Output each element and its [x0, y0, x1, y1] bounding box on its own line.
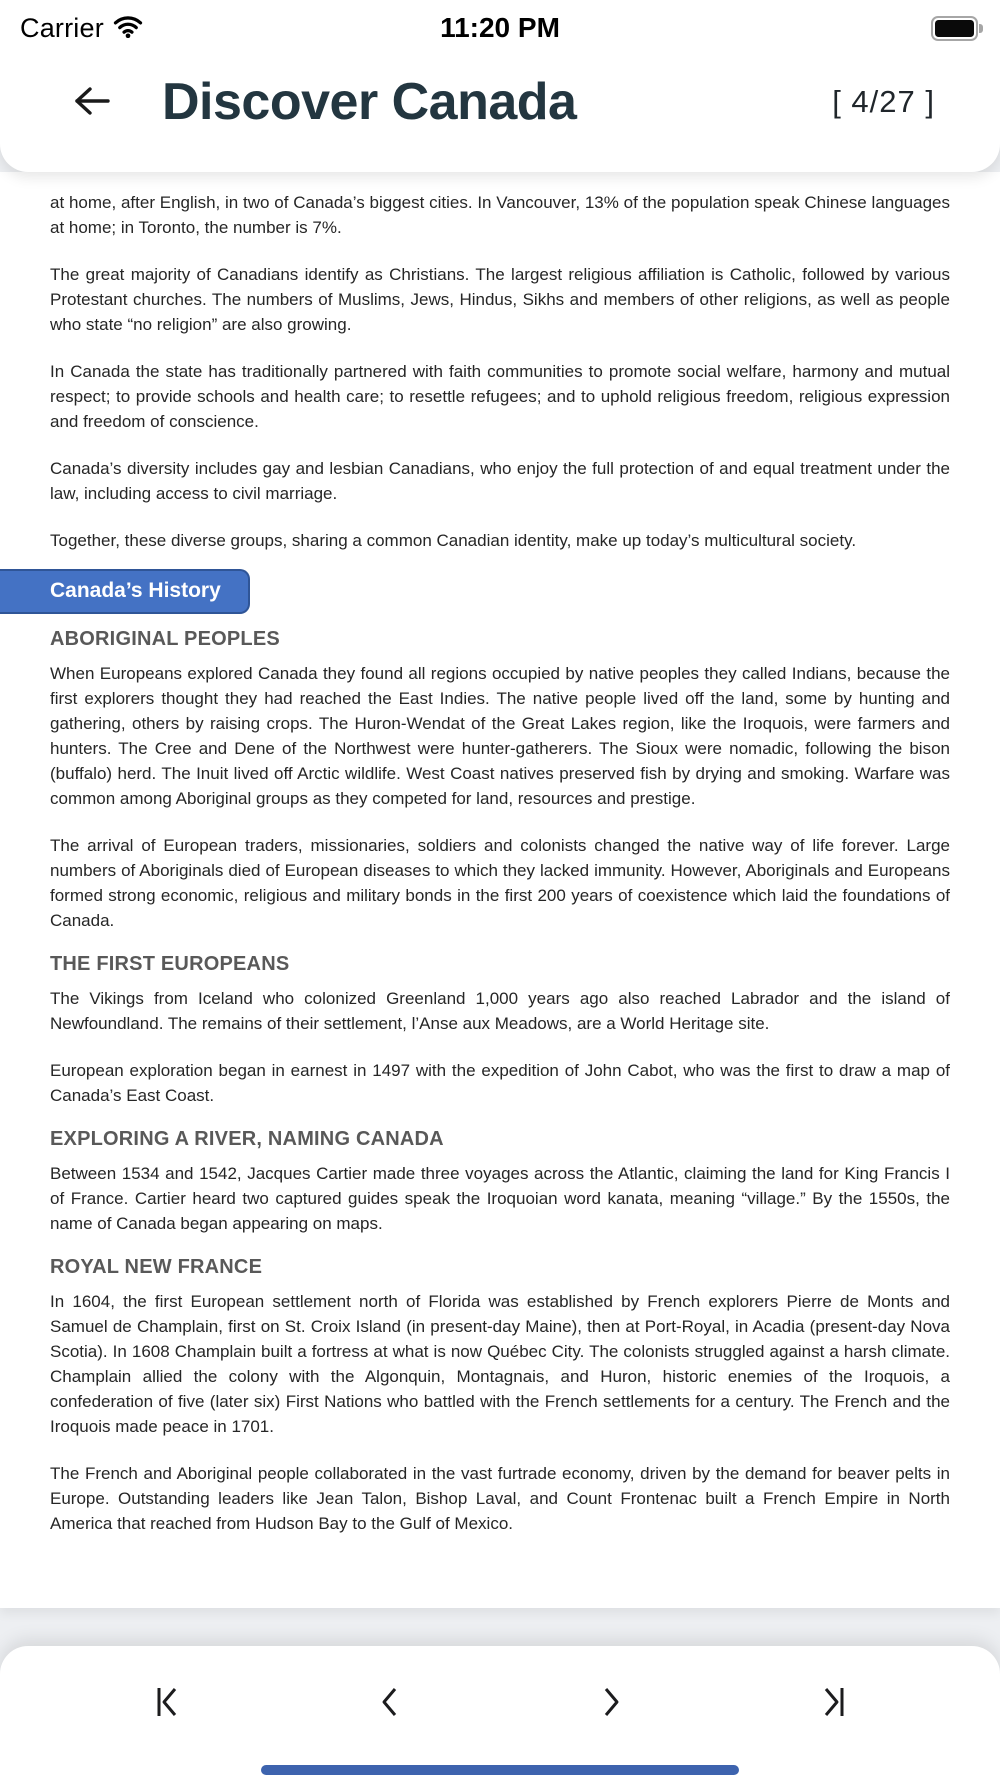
paragraph: The arrival of European traders, missionaries, soldiers and colonists changed the native way of life forever. Large numbers of Aboriginals died of European diseases to which they lacked immunity. However, Aboriginals and Europeans formed strong economic, religious and military bonds in the first 200 years of coexistence which laid the foundations of Canada.	[50, 836, 950, 930]
battery-icon	[931, 16, 978, 41]
status-time: 11:20 PM	[440, 12, 560, 43]
carrier-label: Carrier	[20, 12, 104, 43]
pagination-bar	[0, 1646, 1000, 1778]
first-page-button[interactable]	[143, 1676, 195, 1731]
back-button[interactable]	[66, 79, 118, 126]
page-title: Discover Canada	[162, 73, 577, 131]
section-heading: EXPLORING A RIVER, NAMING CANADA	[50, 1128, 444, 1150]
document-content	[0, 172, 1000, 1608]
paragraph: In Canada the state has traditionally partnered with faith communities to promote social welfare, harmony and mutual respect; to provide schools and health care; to resettle refugees; and to uphold religious freedom, religious expression and freedom of conscience.	[50, 362, 950, 431]
section-heading: THE FIRST EUROPEANS	[50, 953, 290, 975]
paragraph: The great majority of Canadians identify as Christians. The largest religious affiliation is Catholic, followed by various Protestant churches. The numbers of Muslims, Jews, Hindus, Sikhs and members of other religions, as well as people who state “no religion” are also growing.	[50, 265, 950, 334]
paragraph: The French and Aboriginal people collaborated in the vast furtrade economy, driven by the demand for beaver pelts in Europe. Outstanding leaders like Jean Talon, Bishop Laval, and Count Frontenac built a French Empire in North America that reached from Hudson Bay to the Gulf of Mexico.	[50, 1464, 950, 1533]
paragraph: The Vikings from Iceland who colonized Greenland 1,000 years ago also reached Labrador and the island of Newfoundland. The remains of their settlement, l’Anse aux Meadows, are a World Heritage site.	[50, 989, 950, 1033]
next-page-button[interactable]	[585, 1676, 637, 1731]
page-indicator: [ 4/27 ]	[832, 84, 935, 119]
last-page-icon	[814, 1684, 850, 1723]
paragraph: at home, after English, in two of Canada’s biggest cities. In Vancouver, 13% of the population speak Chinese languages at home; in Toronto, the number is 7%.	[50, 193, 950, 237]
first-page-icon	[151, 1684, 187, 1723]
paragraph: European exploration began in earnest in 1497 with the expedition of John Cabot, who was the first to draw a map of Canada’s East Coast.	[50, 1061, 950, 1105]
header	[0, 0, 1000, 172]
back-arrow-icon	[70, 83, 114, 122]
home-indicator	[261, 1765, 739, 1775]
paragraph: In 1604, the first European settlement north of Florida was established by French explorers Pierre de Monts and Samuel de Champlain, first on St. Croix Island (in present-day Maine), then at Port-Royal, in Acadia (present-day Nova Scotia). In 1608 Champlain built a fortress at what is now Québec City. The colonists struggled against a harsh climate. Champlain allied the colony with the Algonquin, Montagnais, and Huron, historic enemies of the Iroquois, a confederation of five (later six) First Nations who battled with the French settlements for a century. The French and the Iroquois made peace in 1701.	[50, 1292, 950, 1436]
previous-page-button[interactable]	[364, 1676, 416, 1731]
paragraph: Together, these diverse groups, sharing a common Canadian identity, make up today’s multicultural society.	[50, 531, 857, 550]
paragraph: Between 1534 and 1542, Jacques Cartier made three voyages across the Atlantic, claiming the land for King Francis I of France. Cartier heard two captured guides speak the Iroquoian word kanata, meaning “village.” By the 1550s, the name of Canada began appearing on maps.	[50, 1164, 950, 1233]
section-heading: ROYAL NEW FRANCE	[50, 1256, 263, 1278]
paragraph: When Europeans explored Canada they found all regions occupied by native peoples they called Indians, because the first explorers thought they had reached the East Indies. The native people lived off the land, some by hunting and gathering, others by raising crops. The Huron-Wendat of the Great Lakes region, like the Iroquois, were farmers and hunters. The Cree and Dene of the Northwest were hunter-gatherers. The Sioux were nomadic, following the bison (buffalo) herd. The Inuit lived off Arctic wildlife. West Coast natives preserved fish by drying and smoking. Warfare was common among Aboriginal groups as they competed for land, resources and prestige.	[50, 664, 950, 808]
chevron-right-icon	[593, 1684, 629, 1723]
paragraph: Canada’s diversity includes gay and lesbian Canadians, who enjoy the full protection of and equal treatment under the law, including access to civil marriage.	[50, 459, 950, 503]
history-section-badge: Canada’s History	[0, 569, 250, 614]
chevron-left-icon	[372, 1684, 408, 1723]
status-bar	[0, 0, 1000, 46]
title-row	[0, 72, 1000, 132]
section-heading: ABORIGINAL PEOPLES	[50, 628, 280, 650]
last-page-button[interactable]	[806, 1676, 858, 1731]
